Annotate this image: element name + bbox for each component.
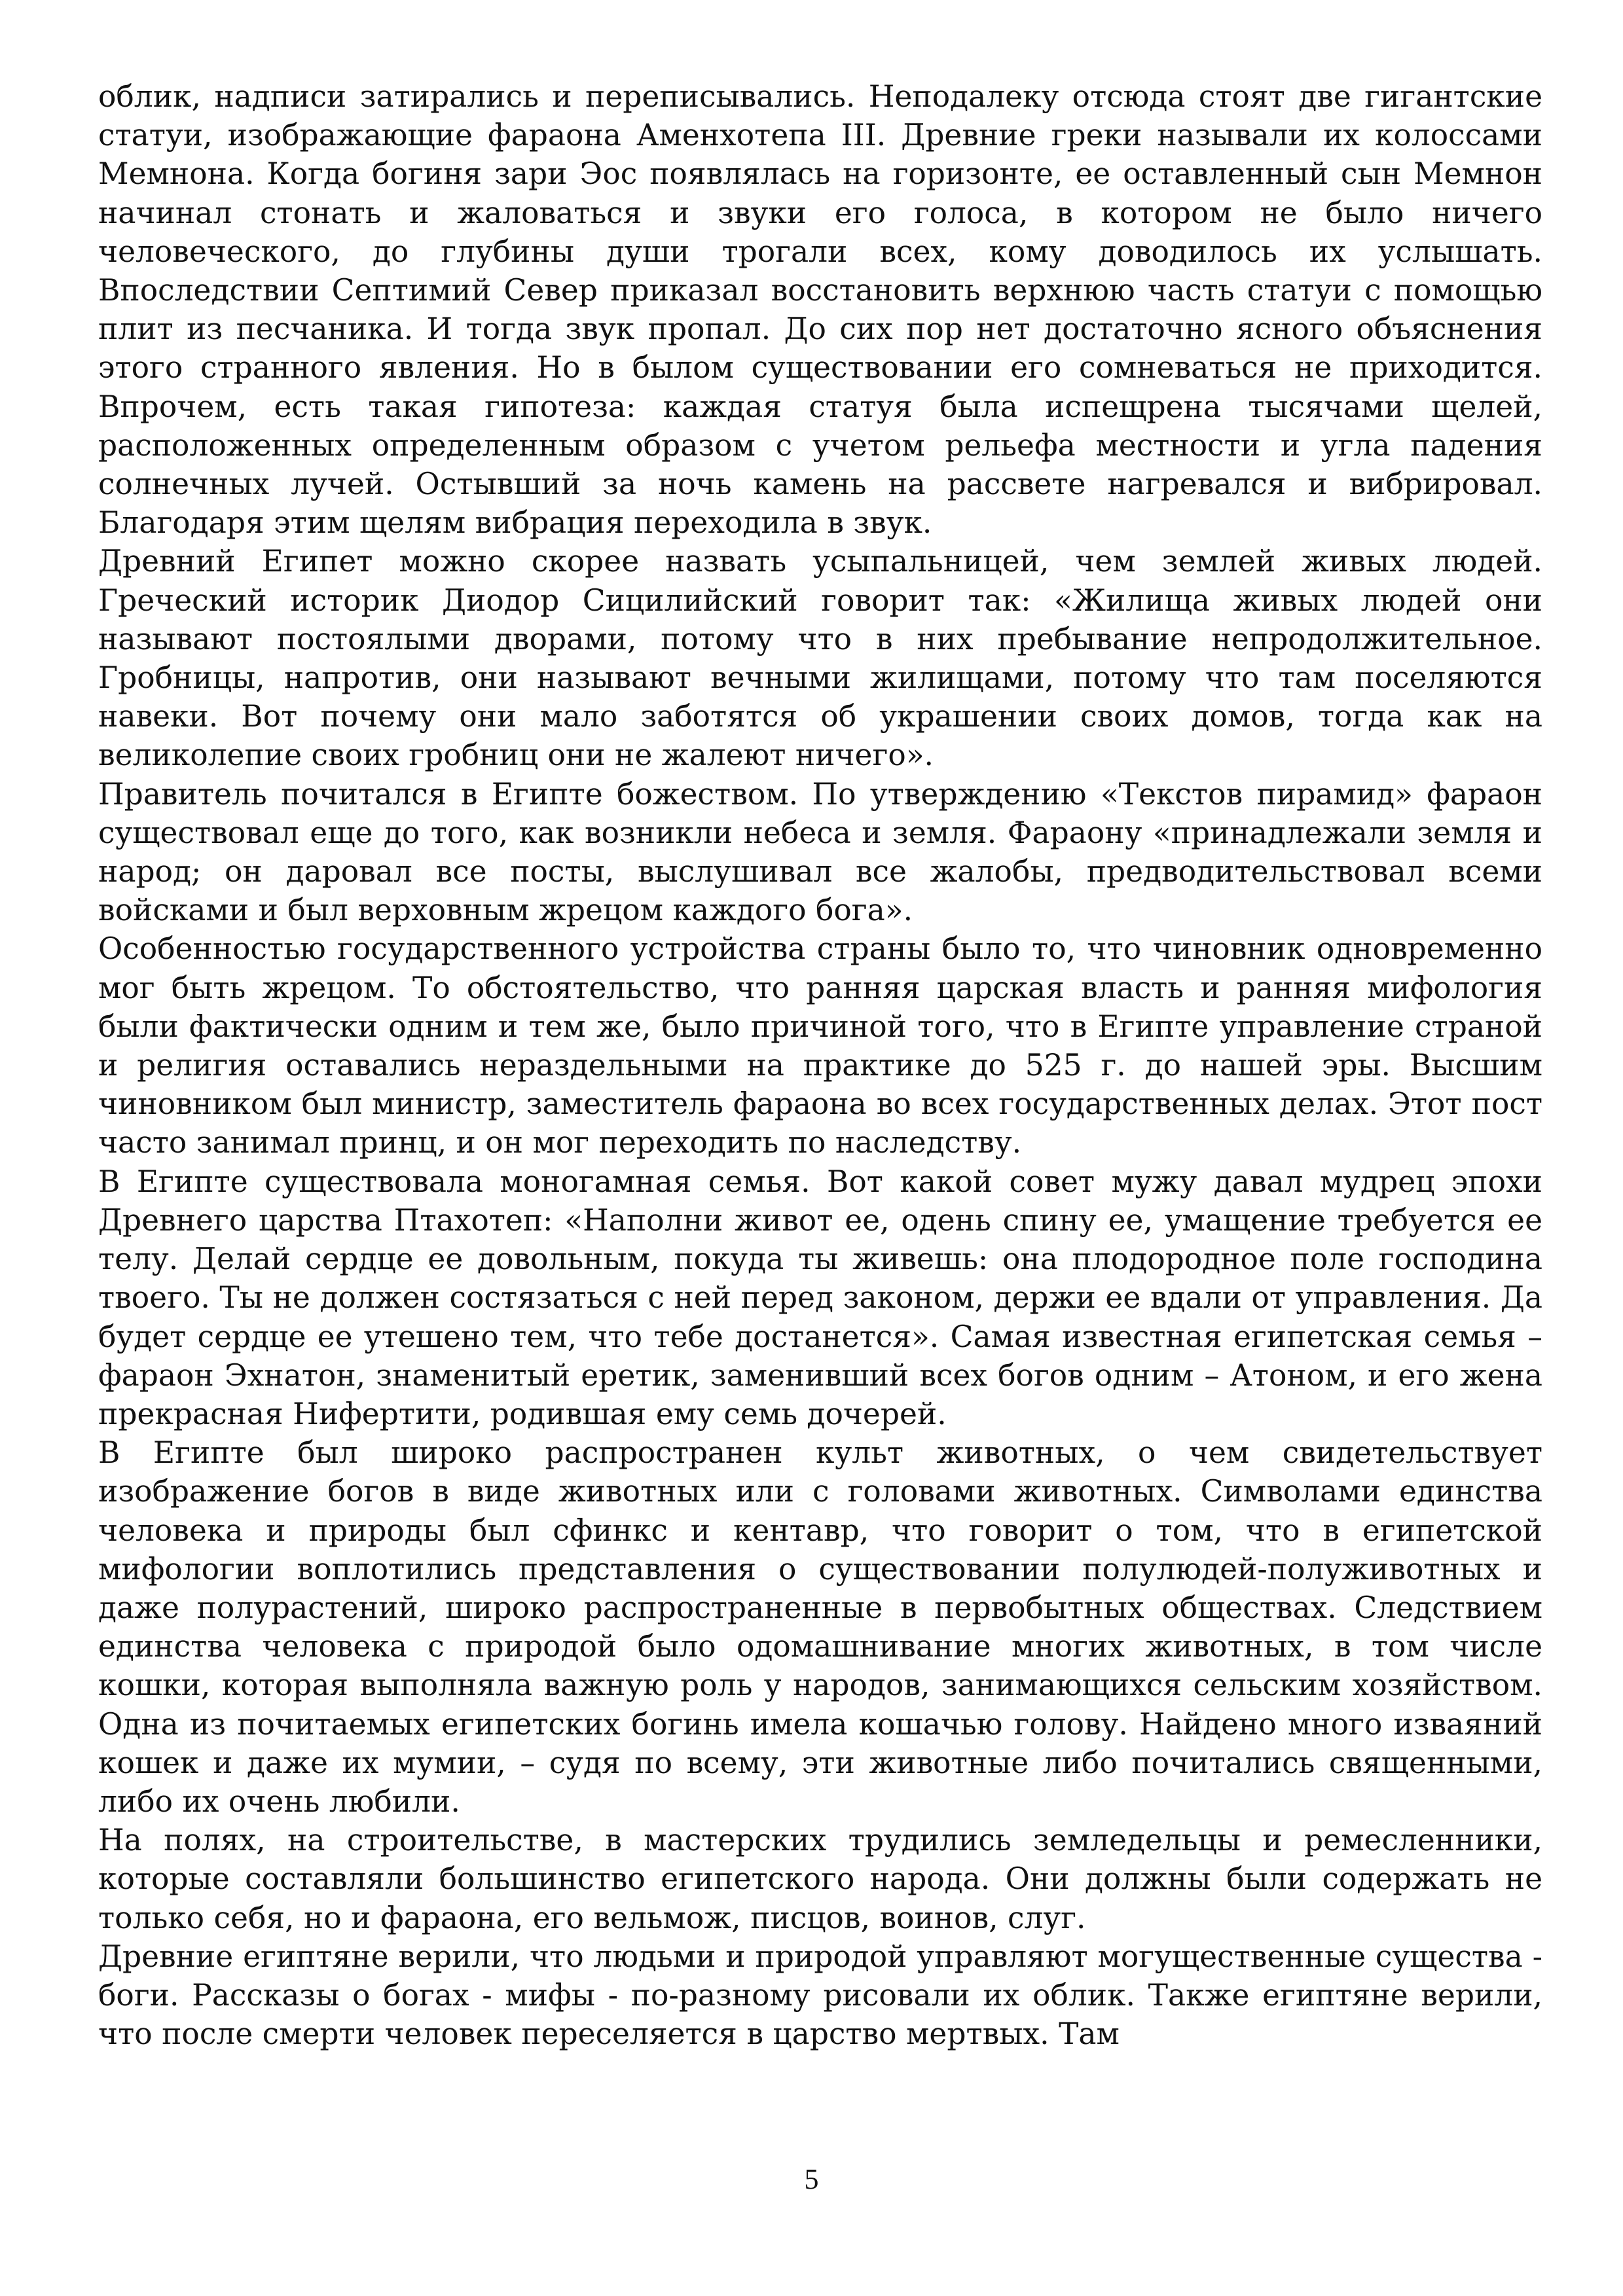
paragraph-pharaoh-deity: Правитель почитался в Египте божеством. По утверждению «Текстов пирамид» фараон существовал еще до того, как возникли небеса и земля. Фараону «принадлежали земля и народ; он даровал все посты, выслушивал все жалобы, предводительствовал всеми войсками и был верховным жрецом каждого бога». [98, 776, 1542, 928]
paragraph-monogamous-family: В Египте существовала моногамная семья. Вот какой совет мужу давал мудрец эпохи Древнего царства Птахотеп: «Наполни живот ее, одень спину ее, умащение требуется ее телу. Делай сердце ее довольным, покуда ты живешь: она плодородное поле господина твоего. Ты не должен состязаться с ней перед законом, держи ее вдали от управления. Да будет сердце ее утешено тем, что тебе достанется». Самая известная египетская семья – фараон Эхнатон, знаменитый еретик, заменивший всех богов одним – Атоном, и его жена прекрасная Нифертити, родившая ему семь дочерей. [98, 1164, 1542, 1431]
page-number: 5 [804, 2163, 819, 2195]
paragraph-gods-beliefs: Древние египтяне верили, что людьми и природой управляют могущественные существа - боги. Рассказы о богах - мифы - по-разному рисовали их облик. Также египтяне верили, что после смерти человек переселяется в царство мертвых. Там [98, 1939, 1542, 2052]
paragraph-animal-cult: В Египте был широко распространен культ животных, о чем свидетельствует изображение богов в виде животных или с головами животных. Символами единства человека и природы был сфинкс и кентавр, что говорит о том, что в египетской мифологии воплотились представления о существовании полулюдей-полуживотных и даже полурастений, широко распространенные в первобытных обществах. Следствием единства человека с природой было одомашнивание многих животных, в том числе кошки, которая выполняла важную роль у народов, занимающихся сельским хозяйством. Одна из почитаемых египетских богинь имела кошачью голову. Найдено много изваяний кошек и даже их мумии, – судя по всему, эти животные либо почитались священными, либо их очень любили. [98, 1435, 1542, 1819]
paragraph-egypt-tombs: Древний Египет можно скорее назвать усыпальницей, чем землей живых людей. Греческий историк Диодор Сицилийский говорит так: «Жилища живых людей они называют постоялыми дворами, потому что в них пребывание непродолжительное. Гробницы, напротив, они называют вечными жилищами, потому что там поселяются навеки. Вот почему они мало заботятся об украшении своих домов, тогда как на великолепие своих гробниц они не жалеют ничего». [98, 544, 1542, 773]
paragraph-state-structure: Особенностью государственного устройства страны было то, что чиновник одновременно мог быть жрецом. То обстоятельство, что ранняя царская власть и ранняя мифология были фактически одним и тем же, было причиной того, что в Египте управление страной и религия оставались нераздельными на практике до 525 г. до нашей эры. Высшим чиновником был министр, заместитель фараона во всех государственных делах. Этот пост часто занимал принц, и он мог переходить по наследству. [98, 931, 1542, 1160]
page-body [98, 77, 1542, 2172]
paragraph-farmers-artisans: На полях, на строительстве, в мастерских трудились земледельцы и ремесленники, которые составляли большинство египетского народа. Они должны были содержать не только себя, но и фараона, его вельмож, писцов, воинов, слуг. [98, 1823, 1542, 1935]
paragraph-memnon-colossi: облик, надписи затирались и переписывались. Неподалеку отсюда стоят две гигантские статуи, изображающие фараона Аменхотепа III. Древние греки называли их колоссами Мемнона. Когда богиня зари Эос появлялась на горизонте, ее оставленный сын Мемнон начинал стонать и жаловаться и звуки его голоса, в котором не было ничего человеческого, до глубины души трогали всех, кому доводилось их услышать. Впоследствии Септимий Север приказал восстановить верхнюю часть статуи с помощью плит из песчаника. И тогда звук пропал. До сих пор нет достаточно ясного объяснения этого странного явления. Но в былом существовании его сомневаться не приходится. Впрочем, есть такая гипотеза: каждая статуя была испещрена тысячами щелей, расположенных определенным образом с учетом рельефа местности и угла падения солнечных лучей. Остывший за ночь камень на рассвете нагревался и вибрировал. Благодаря этим щелям вибрация переходила в звук. [98, 79, 1542, 541]
